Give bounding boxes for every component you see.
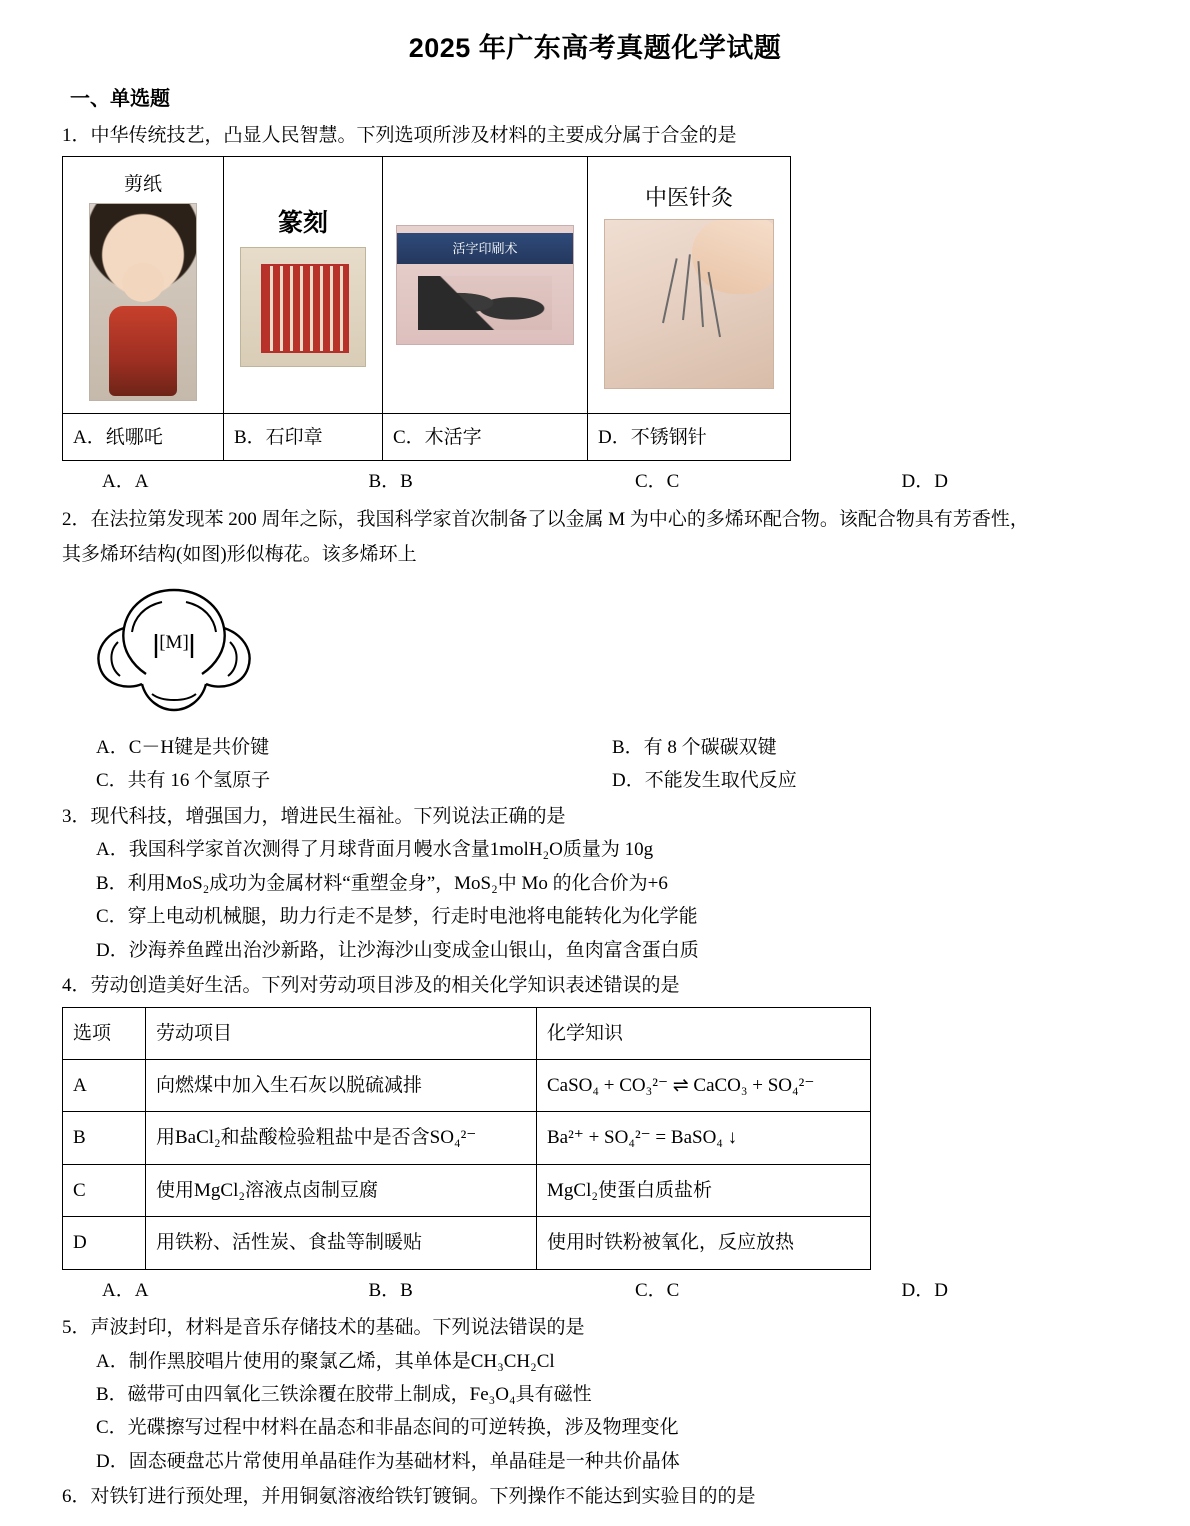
caption-paper-cutting: 剪纸 xyxy=(123,173,162,195)
type-blocks xyxy=(418,276,552,330)
table-header-row xyxy=(63,1007,871,1059)
row-b-option: B xyxy=(63,1112,146,1164)
table-row xyxy=(63,1164,871,1216)
cell-image-movable-type xyxy=(383,157,588,414)
table-row xyxy=(63,1059,871,1111)
question-2-stem-line2: 其多烯环结构(如图)形似梅花。该多烯环上 xyxy=(62,544,417,566)
row-a-knowledge: CaSO₄ + CO₃²⁻ ⇌ CaCO₃ + SO₄²⁻ xyxy=(537,1059,871,1111)
cell-image-paper-cutting xyxy=(63,157,224,414)
q1-choice-a: A．A xyxy=(102,471,149,493)
table-row xyxy=(63,157,791,414)
q4-choice-d: D．D xyxy=(901,1279,948,1301)
needle-2 xyxy=(682,254,691,320)
question-5-stem: 5．声波封印，材料是音乐存储技术的基础。下列说法错误的是 xyxy=(62,1317,585,1339)
row-d-project: 用铁粉、活性炭、食盐等制暖贴 xyxy=(146,1217,537,1269)
question-1-image-table xyxy=(62,156,791,461)
header-project: 劳动项目 xyxy=(146,1007,537,1059)
question-6-stem: 6．对铁钉进行预处理，并用铜氨溶液给铁钉镀铜。下列操作不能达到实验目的的是 xyxy=(62,1486,756,1508)
q2-choice-c: C．共有 16 个氢原子 xyxy=(96,770,271,792)
question-2-stem-line1: 2．在法拉第发现苯 200 周年之际，我国科学家首次制备了以金属 M 为中心的多烯环配合物。该配合物具有芳香性， xyxy=(62,508,1029,530)
q3-choice-a: A．我国科学家首次测得了月球背面月幔水含量1molH₂O质量为 10g xyxy=(96,839,654,861)
label-option-b: B．石印章 xyxy=(224,414,383,461)
q4-choice-a: A．A xyxy=(102,1279,149,1301)
row-b-knowledge: Ba²⁺ + SO₄²⁻ = BaSO₄ ↓ xyxy=(537,1112,871,1164)
question-4-choices xyxy=(62,1276,1128,1305)
q3-choice-d: D．沙海养鱼蹚出治沙新路，让沙海沙山变成金山银山，鱼肉富含蛋白质 xyxy=(96,939,699,961)
needle-1 xyxy=(662,259,678,324)
row-c-knowledge: MgCl₂使蛋白质盐析 xyxy=(537,1164,871,1216)
row-b-project: 用BaCl₂和盐酸检验粗盐中是否含SO₄²⁻ xyxy=(146,1112,537,1164)
header-option: 选项 xyxy=(63,1007,146,1059)
row-d-knowledge: 使用时铁粉被氧化，反应放热 xyxy=(537,1217,871,1269)
q5-choice-c: C．光碟擦写过程中材料在晶态和非晶态间的可逆转换，涉及物理变化 xyxy=(96,1417,679,1439)
question-3-stem: 3．现代科技，增强国力，增进民生福祉。下列说法正确的是 xyxy=(62,805,566,827)
label-option-a: A．纸哪吒 xyxy=(63,414,224,461)
q1-choice-c: C．C xyxy=(635,471,680,493)
q3-choice-c: C．穿上电动机械腿，助力行走不是梦，行走时电池将电能转化为化学能 xyxy=(96,906,698,928)
photo-acupuncture-needles xyxy=(604,219,774,389)
label-option-c: C．木活字 xyxy=(383,414,588,461)
cell-image-acupuncture xyxy=(588,157,791,414)
header-knowledge: 化学知识 xyxy=(537,1007,871,1059)
label-option-d: D．不锈钢针 xyxy=(588,414,791,461)
q2-choice-d: D．不能发生取代反应 xyxy=(612,770,797,792)
molecule-svg xyxy=(84,578,264,718)
row-a-project: 向燃煤中加入生石灰以脱硫减排 xyxy=(146,1059,537,1111)
caption-acupuncture: 中医针灸 xyxy=(644,185,733,211)
question-4-table xyxy=(62,1007,871,1270)
row-d-option: D xyxy=(63,1217,146,1269)
photo-stone-seal xyxy=(240,247,366,367)
section-heading: 一、单选题 xyxy=(70,87,170,110)
question-4-stem: 4．劳动创造美好生活。下列对劳动项目涉及的相关化学知识表述错误的是 xyxy=(62,975,680,997)
q1-choice-d: D．D xyxy=(901,471,948,493)
q1-choice-b: B．B xyxy=(368,471,413,493)
question-1-stem: 1．中华传统技艺，凸显人民智慧。下列选项所涉及材料的主要成分属于合金的是 xyxy=(62,124,737,146)
question-2-choices-row1 xyxy=(96,733,1128,762)
row-a-option: A xyxy=(63,1059,146,1111)
q5-choice-a: A．制作黑胶唱片使用的聚氯乙烯，其单体是CH₃CH₂Cl xyxy=(96,1350,555,1372)
question-2-choices-row2 xyxy=(96,766,1128,795)
question-2-molecule-figure xyxy=(84,578,1128,727)
q5-choice-b: B．磁带可由四氧化三铁涂覆在胶带上制成，Fe₃O₄具有磁性 xyxy=(96,1384,592,1406)
row-c-option: C xyxy=(63,1164,146,1216)
table-row xyxy=(63,414,791,461)
photo-wooden-movable-type xyxy=(396,225,574,345)
hand-shape xyxy=(692,219,774,294)
q2-choice-a: A．C－H键是共价键 xyxy=(96,737,270,759)
cell-image-seal-carving xyxy=(224,157,383,414)
question-1-choices xyxy=(62,467,1128,496)
q2-choice-b: B．有 8 个碳碳双键 xyxy=(612,737,777,759)
row-c-project: 使用MgCl₂溶液点卤制豆腐 xyxy=(146,1164,537,1216)
table-row xyxy=(63,1217,871,1269)
molecule-center-label: [M] xyxy=(159,631,189,653)
table-row xyxy=(63,1112,871,1164)
q3-choice-b: B．利用MoS₂成功为金属材料“重塑金身”，MoS₂中 Mo 的化合价为+6 xyxy=(96,872,668,894)
page-title: 2025 年广东高考真题化学试题 xyxy=(408,33,782,63)
q4-choice-b: B．B xyxy=(368,1279,413,1301)
caption-seal-carving: 篆刻 xyxy=(277,208,328,237)
photo-nezha-paper-figure xyxy=(89,203,197,401)
q5-choice-d: D．固态硬盘芯片常使用单晶硅作为基础材料，单晶硅是一种共价晶体 xyxy=(96,1450,680,1472)
q4-choice-c: C．C xyxy=(635,1279,680,1301)
photo-banner xyxy=(397,233,573,264)
banner-text: 活字印刷术 xyxy=(452,241,518,257)
